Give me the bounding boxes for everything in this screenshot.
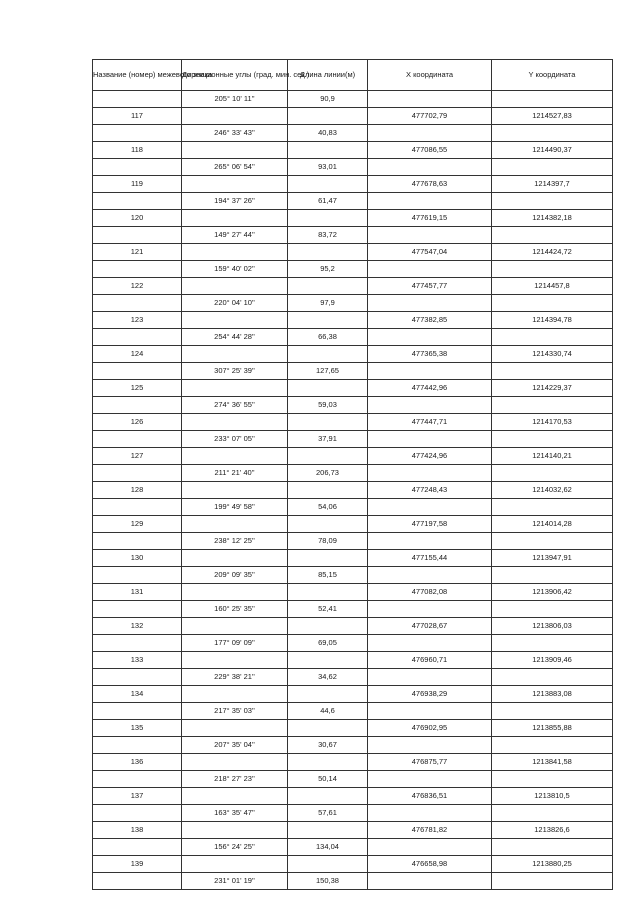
empty-cell [492, 839, 613, 856]
empty-cell [492, 465, 613, 482]
point-row [93, 482, 613, 499]
line-length-cell: 52,41 [288, 601, 368, 618]
segment-row [93, 159, 613, 176]
empty-cell [182, 652, 288, 669]
empty-cell [368, 771, 492, 788]
empty-cell [288, 142, 368, 159]
direction-angle-cell: 307° 25' 39'' [182, 363, 288, 380]
direction-angle-cell: 194° 37' 26'' [182, 193, 288, 210]
empty-cell [288, 244, 368, 261]
x-coordinate-cell: 477086,55 [368, 142, 492, 159]
empty-cell [288, 618, 368, 635]
empty-cell [93, 261, 182, 278]
empty-cell [93, 125, 182, 142]
point-name-cell: 119 [93, 176, 182, 193]
y-coordinate-cell: 1214014,28 [492, 516, 613, 533]
empty-cell [288, 312, 368, 329]
segment-row [93, 261, 613, 278]
empty-cell [368, 873, 492, 890]
point-row [93, 584, 613, 601]
segment-row [93, 363, 613, 380]
empty-cell [93, 91, 182, 108]
empty-cell [288, 788, 368, 805]
point-row [93, 312, 613, 329]
empty-cell [93, 771, 182, 788]
point-row [93, 720, 613, 737]
empty-cell [182, 176, 288, 193]
empty-cell [368, 465, 492, 482]
empty-cell [288, 108, 368, 125]
y-coordinate-cell: 1214424,72 [492, 244, 613, 261]
empty-cell [288, 414, 368, 431]
point-name-cell: 136 [93, 754, 182, 771]
point-name-cell: 123 [93, 312, 182, 329]
y-coordinate-cell: 1213883,08 [492, 686, 613, 703]
x-coordinate-cell: 476658,98 [368, 856, 492, 873]
empty-cell [288, 550, 368, 567]
empty-cell [288, 176, 368, 193]
empty-cell [368, 499, 492, 516]
point-name-cell: 126 [93, 414, 182, 431]
segment-row [93, 533, 613, 550]
line-length-cell: 59,03 [288, 397, 368, 414]
direction-angle-cell: 274° 36' 55'' [182, 397, 288, 414]
point-row [93, 652, 613, 669]
empty-cell [182, 414, 288, 431]
empty-cell [492, 295, 613, 312]
point-row [93, 618, 613, 635]
line-length-cell: 78,09 [288, 533, 368, 550]
y-coordinate-cell: 1213855,88 [492, 720, 613, 737]
table-body [93, 91, 613, 890]
empty-cell [368, 125, 492, 142]
direction-angle-cell: 246° 33' 43'' [182, 125, 288, 142]
direction-angle-cell: 211° 21' 40'' [182, 465, 288, 482]
empty-cell [288, 754, 368, 771]
empty-cell [288, 380, 368, 397]
x-coordinate-cell: 476781,82 [368, 822, 492, 839]
empty-cell [93, 737, 182, 754]
direction-angle-cell: 207° 35' 04'' [182, 737, 288, 754]
empty-cell [182, 312, 288, 329]
line-length-cell: 127,65 [288, 363, 368, 380]
header-direction-angles: Дирекционные углы (град. мин. сек.) [182, 60, 288, 91]
segment-row [93, 329, 613, 346]
empty-cell [368, 737, 492, 754]
empty-cell [182, 448, 288, 465]
empty-cell [368, 431, 492, 448]
segment-row [93, 805, 613, 822]
empty-cell [93, 465, 182, 482]
y-coordinate-cell: 1213909,46 [492, 652, 613, 669]
empty-cell [492, 227, 613, 244]
x-coordinate-cell: 476875,77 [368, 754, 492, 771]
empty-cell [368, 397, 492, 414]
empty-cell [368, 601, 492, 618]
empty-cell [492, 159, 613, 176]
empty-cell [492, 125, 613, 142]
segment-row [93, 839, 613, 856]
empty-cell [368, 669, 492, 686]
empty-cell [93, 839, 182, 856]
point-row [93, 278, 613, 295]
empty-cell [492, 397, 613, 414]
segment-row [93, 431, 613, 448]
empty-cell [288, 448, 368, 465]
direction-angle-cell: 209° 09' 35'' [182, 567, 288, 584]
y-coordinate-cell: 1214457,8 [492, 278, 613, 295]
point-row [93, 822, 613, 839]
empty-cell [182, 210, 288, 227]
direction-angle-cell: 177° 09' 09'' [182, 635, 288, 652]
empty-cell [368, 91, 492, 108]
empty-cell [368, 261, 492, 278]
empty-cell [368, 703, 492, 720]
empty-cell [492, 91, 613, 108]
empty-cell [93, 601, 182, 618]
empty-cell [182, 244, 288, 261]
empty-cell [182, 788, 288, 805]
point-row [93, 414, 613, 431]
empty-cell [93, 363, 182, 380]
empty-cell [182, 584, 288, 601]
segment-row [93, 635, 613, 652]
empty-cell [288, 278, 368, 295]
segment-row [93, 669, 613, 686]
x-coordinate-cell: 477082,08 [368, 584, 492, 601]
point-row [93, 142, 613, 159]
empty-cell [492, 669, 613, 686]
segment-row [93, 193, 613, 210]
empty-cell [492, 873, 613, 890]
empty-cell [368, 193, 492, 210]
empty-cell [492, 193, 613, 210]
line-length-cell: 66,38 [288, 329, 368, 346]
line-length-cell: 150,38 [288, 873, 368, 890]
empty-cell [288, 822, 368, 839]
empty-cell [492, 737, 613, 754]
header-point-name: Название (номер) межевого знака [93, 60, 182, 91]
empty-cell [492, 771, 613, 788]
empty-cell [288, 346, 368, 363]
segment-row [93, 499, 613, 516]
empty-cell [288, 482, 368, 499]
empty-cell [368, 567, 492, 584]
x-coordinate-cell: 477197,58 [368, 516, 492, 533]
empty-cell [182, 550, 288, 567]
empty-cell [93, 533, 182, 550]
point-name-cell: 133 [93, 652, 182, 669]
y-coordinate-cell: 1214032,62 [492, 482, 613, 499]
empty-cell [492, 567, 613, 584]
empty-cell [288, 516, 368, 533]
point-name-cell: 131 [93, 584, 182, 601]
point-name-cell: 125 [93, 380, 182, 397]
point-name-cell: 127 [93, 448, 182, 465]
empty-cell [93, 873, 182, 890]
y-coordinate-cell: 1214330,74 [492, 346, 613, 363]
point-name-cell: 137 [93, 788, 182, 805]
empty-cell [93, 805, 182, 822]
empty-cell [182, 142, 288, 159]
empty-cell [93, 431, 182, 448]
empty-cell [182, 482, 288, 499]
empty-cell [492, 533, 613, 550]
empty-cell [93, 295, 182, 312]
line-length-cell: 206,73 [288, 465, 368, 482]
header-line-length: Длина линии(м) [288, 60, 368, 91]
point-row [93, 346, 613, 363]
empty-cell [93, 397, 182, 414]
point-row [93, 516, 613, 533]
y-coordinate-cell: 1214382,18 [492, 210, 613, 227]
header-y-coordinate: Y координата [492, 60, 613, 91]
direction-angle-cell: 231° 01' 19'' [182, 873, 288, 890]
point-row [93, 380, 613, 397]
segment-row [93, 397, 613, 414]
empty-cell [93, 329, 182, 346]
direction-angle-cell: 199° 49' 58'' [182, 499, 288, 516]
x-coordinate-cell: 476938,29 [368, 686, 492, 703]
empty-cell [182, 278, 288, 295]
line-length-cell: 54,06 [288, 499, 368, 516]
empty-cell [368, 329, 492, 346]
empty-cell [182, 686, 288, 703]
y-coordinate-cell: 1213806,03 [492, 618, 613, 635]
y-coordinate-cell: 1213826,6 [492, 822, 613, 839]
point-row [93, 448, 613, 465]
line-length-cell: 93,01 [288, 159, 368, 176]
segment-row [93, 703, 613, 720]
empty-cell [368, 295, 492, 312]
point-row [93, 176, 613, 193]
point-name-cell: 117 [93, 108, 182, 125]
point-row [93, 856, 613, 873]
line-length-cell: 40,83 [288, 125, 368, 142]
empty-cell [182, 346, 288, 363]
direction-angle-cell: 229° 38' 21'' [182, 669, 288, 686]
empty-cell [93, 499, 182, 516]
point-name-cell: 139 [93, 856, 182, 873]
direction-angle-cell: 218° 27' 23'' [182, 771, 288, 788]
line-length-cell: 95,2 [288, 261, 368, 278]
x-coordinate-cell: 477248,43 [368, 482, 492, 499]
direction-angle-cell: 233° 07' 05'' [182, 431, 288, 448]
segment-row [93, 295, 613, 312]
point-row [93, 788, 613, 805]
y-coordinate-cell: 1213947,91 [492, 550, 613, 567]
empty-cell [368, 227, 492, 244]
header-x-coordinate: X координата [368, 60, 492, 91]
x-coordinate-cell: 477382,85 [368, 312, 492, 329]
line-length-cell: 30,67 [288, 737, 368, 754]
empty-cell [492, 431, 613, 448]
y-coordinate-cell: 1213841,58 [492, 754, 613, 771]
empty-cell [492, 329, 613, 346]
empty-cell [288, 686, 368, 703]
x-coordinate-cell: 477547,04 [368, 244, 492, 261]
empty-cell [368, 363, 492, 380]
x-coordinate-cell: 477702,79 [368, 108, 492, 125]
point-name-cell: 122 [93, 278, 182, 295]
point-row [93, 244, 613, 261]
point-name-cell: 130 [93, 550, 182, 567]
point-row [93, 210, 613, 227]
direction-angle-cell: 205° 10' 11'' [182, 91, 288, 108]
empty-cell [368, 533, 492, 550]
line-length-cell: 90,9 [288, 91, 368, 108]
segment-row [93, 771, 613, 788]
segment-row [93, 91, 613, 108]
empty-cell [288, 856, 368, 873]
point-name-cell: 128 [93, 482, 182, 499]
x-coordinate-cell: 476960,71 [368, 652, 492, 669]
direction-angle-cell: 156° 24' 25'' [182, 839, 288, 856]
empty-cell [93, 159, 182, 176]
direction-angle-cell: 163° 35' 47'' [182, 805, 288, 822]
x-coordinate-cell: 477678,63 [368, 176, 492, 193]
empty-cell [182, 618, 288, 635]
empty-cell [288, 720, 368, 737]
x-coordinate-cell: 476836,51 [368, 788, 492, 805]
y-coordinate-cell: 1214140,21 [492, 448, 613, 465]
line-length-cell: 85,15 [288, 567, 368, 584]
empty-cell [368, 805, 492, 822]
empty-cell [492, 601, 613, 618]
empty-cell [368, 159, 492, 176]
segment-row [93, 601, 613, 618]
direction-angle-cell: 159° 40' 02'' [182, 261, 288, 278]
empty-cell [492, 635, 613, 652]
line-length-cell: 69,05 [288, 635, 368, 652]
segment-row [93, 125, 613, 142]
empty-cell [368, 635, 492, 652]
y-coordinate-cell: 1214397,7 [492, 176, 613, 193]
y-coordinate-cell: 1214394,78 [492, 312, 613, 329]
empty-cell [288, 210, 368, 227]
empty-cell [182, 754, 288, 771]
empty-cell [182, 108, 288, 125]
empty-cell [93, 635, 182, 652]
line-length-cell: 97,9 [288, 295, 368, 312]
direction-angle-cell: 217° 35' 03'' [182, 703, 288, 720]
point-name-cell: 138 [93, 822, 182, 839]
point-row [93, 550, 613, 567]
y-coordinate-cell: 1214527,83 [492, 108, 613, 125]
line-length-cell: 134,04 [288, 839, 368, 856]
empty-cell [93, 193, 182, 210]
empty-cell [182, 516, 288, 533]
point-name-cell: 132 [93, 618, 182, 635]
line-length-cell: 44,6 [288, 703, 368, 720]
point-name-cell: 120 [93, 210, 182, 227]
empty-cell [182, 822, 288, 839]
x-coordinate-cell: 477028,67 [368, 618, 492, 635]
empty-cell [93, 567, 182, 584]
empty-cell [368, 839, 492, 856]
line-length-cell: 34,62 [288, 669, 368, 686]
segment-row [93, 567, 613, 584]
direction-angle-cell: 254° 44' 28'' [182, 329, 288, 346]
line-length-cell: 57,61 [288, 805, 368, 822]
empty-cell [182, 720, 288, 737]
x-coordinate-cell: 477424,96 [368, 448, 492, 465]
empty-cell [492, 261, 613, 278]
direction-angle-cell: 220° 04' 10'' [182, 295, 288, 312]
line-length-cell: 83,72 [288, 227, 368, 244]
point-name-cell: 118 [93, 142, 182, 159]
line-length-cell: 61,47 [288, 193, 368, 210]
y-coordinate-cell: 1214490,37 [492, 142, 613, 159]
empty-cell [492, 805, 613, 822]
y-coordinate-cell: 1214170,53 [492, 414, 613, 431]
x-coordinate-cell: 477155,44 [368, 550, 492, 567]
empty-cell [492, 703, 613, 720]
line-length-cell: 37,91 [288, 431, 368, 448]
y-coordinate-cell: 1214229,37 [492, 380, 613, 397]
empty-cell [93, 703, 182, 720]
point-name-cell: 134 [93, 686, 182, 703]
empty-cell [492, 363, 613, 380]
x-coordinate-cell: 477442,96 [368, 380, 492, 397]
direction-angle-cell: 238° 12' 25'' [182, 533, 288, 550]
x-coordinate-cell: 476902,95 [368, 720, 492, 737]
direction-angle-cell: 160° 25' 35'' [182, 601, 288, 618]
point-name-cell: 129 [93, 516, 182, 533]
empty-cell [492, 499, 613, 516]
point-name-cell: 135 [93, 720, 182, 737]
x-coordinate-cell: 477457,77 [368, 278, 492, 295]
segment-row [93, 465, 613, 482]
empty-cell [288, 652, 368, 669]
empty-cell [288, 584, 368, 601]
direction-angle-cell: 265° 06' 54'' [182, 159, 288, 176]
point-name-cell: 121 [93, 244, 182, 261]
point-name-cell: 124 [93, 346, 182, 363]
table-header [93, 60, 613, 91]
point-row [93, 686, 613, 703]
empty-cell [182, 856, 288, 873]
empty-cell [182, 380, 288, 397]
segment-row [93, 227, 613, 244]
boundary-points-table [92, 59, 613, 890]
segment-row [93, 737, 613, 754]
x-coordinate-cell: 477619,15 [368, 210, 492, 227]
empty-cell [93, 227, 182, 244]
x-coordinate-cell: 477447,71 [368, 414, 492, 431]
y-coordinate-cell: 1213880,25 [492, 856, 613, 873]
direction-angle-cell: 149° 27' 44'' [182, 227, 288, 244]
line-length-cell: 50,14 [288, 771, 368, 788]
point-row [93, 754, 613, 771]
y-coordinate-cell: 1213906,42 [492, 584, 613, 601]
point-row [93, 108, 613, 125]
x-coordinate-cell: 477365,38 [368, 346, 492, 363]
y-coordinate-cell: 1213810,5 [492, 788, 613, 805]
empty-cell [93, 669, 182, 686]
segment-row [93, 873, 613, 890]
